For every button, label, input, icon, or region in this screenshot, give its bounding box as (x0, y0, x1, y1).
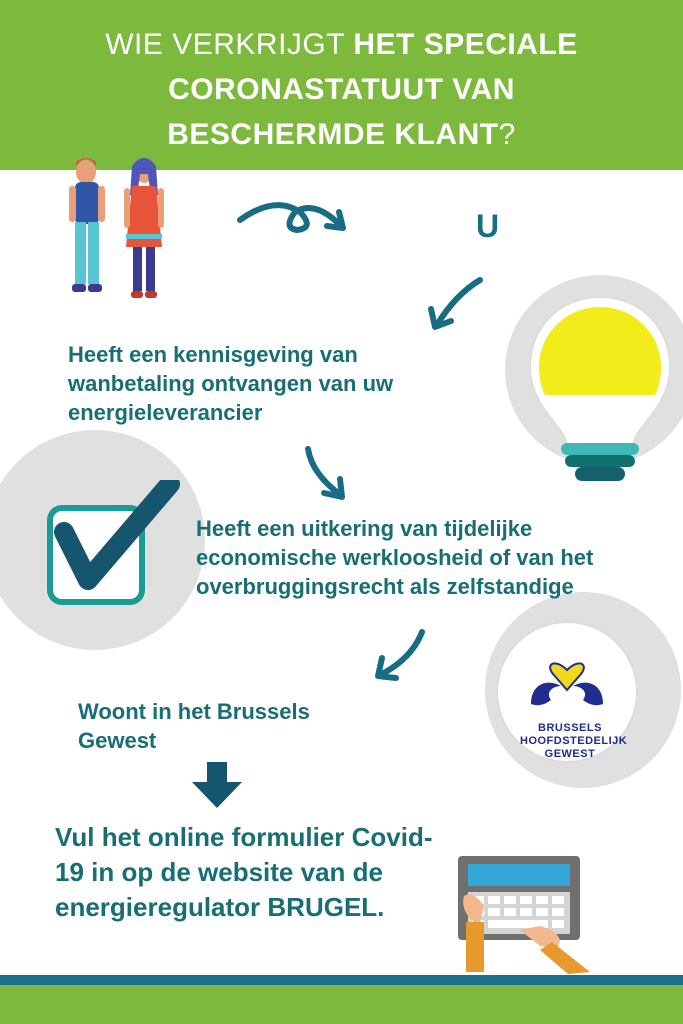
title-part-2: HET SPECIALE (353, 28, 578, 61)
logo-line-3: GEWEST (544, 748, 596, 760)
title-part-4: BESCHERMDE KLANT (167, 118, 499, 151)
title-part-5: ? (498, 118, 516, 151)
step-1-text: Heeft een kennisgeving van wanbetaling ontvangen van uw energieleverancier (68, 342, 394, 425)
logo-line-2: HOOFDSTEDELIJK (520, 735, 628, 747)
brussels-logo-text (520, 722, 628, 761)
final-instruction-text: Vul het online formulier Covid-19 in op de website van de energieregulator BRUGEL. (55, 822, 433, 922)
curved-arrow-icon (425, 275, 490, 335)
down-arrow-icon (190, 760, 244, 810)
loop-arrow-icon (235, 190, 355, 245)
logo-line-1: BRUSSELS (538, 722, 602, 734)
page-title (20, 22, 663, 157)
u-label: U (476, 208, 500, 244)
title-part-1: WIE VERKRIJGT (105, 28, 354, 61)
title-part-3: CORONASTATUUT VAN (168, 73, 515, 106)
curved-arrow-icon-2 (300, 443, 355, 503)
bottom-divider (0, 975, 683, 985)
lightbulb-icon (525, 295, 675, 495)
step-2-text: Heeft een uitkering van tijdelijke economische werkloosheid of van het overbruggingsrecht als zelfstandige (196, 516, 594, 599)
people-icon (60, 152, 180, 304)
step-3-text: Woont in het Brussels Gewest (78, 699, 310, 753)
checkbox-icon (42, 480, 182, 610)
laptop-icon (440, 850, 600, 975)
footer-banner (0, 985, 683, 1024)
curved-arrow-icon-3 (372, 628, 432, 683)
